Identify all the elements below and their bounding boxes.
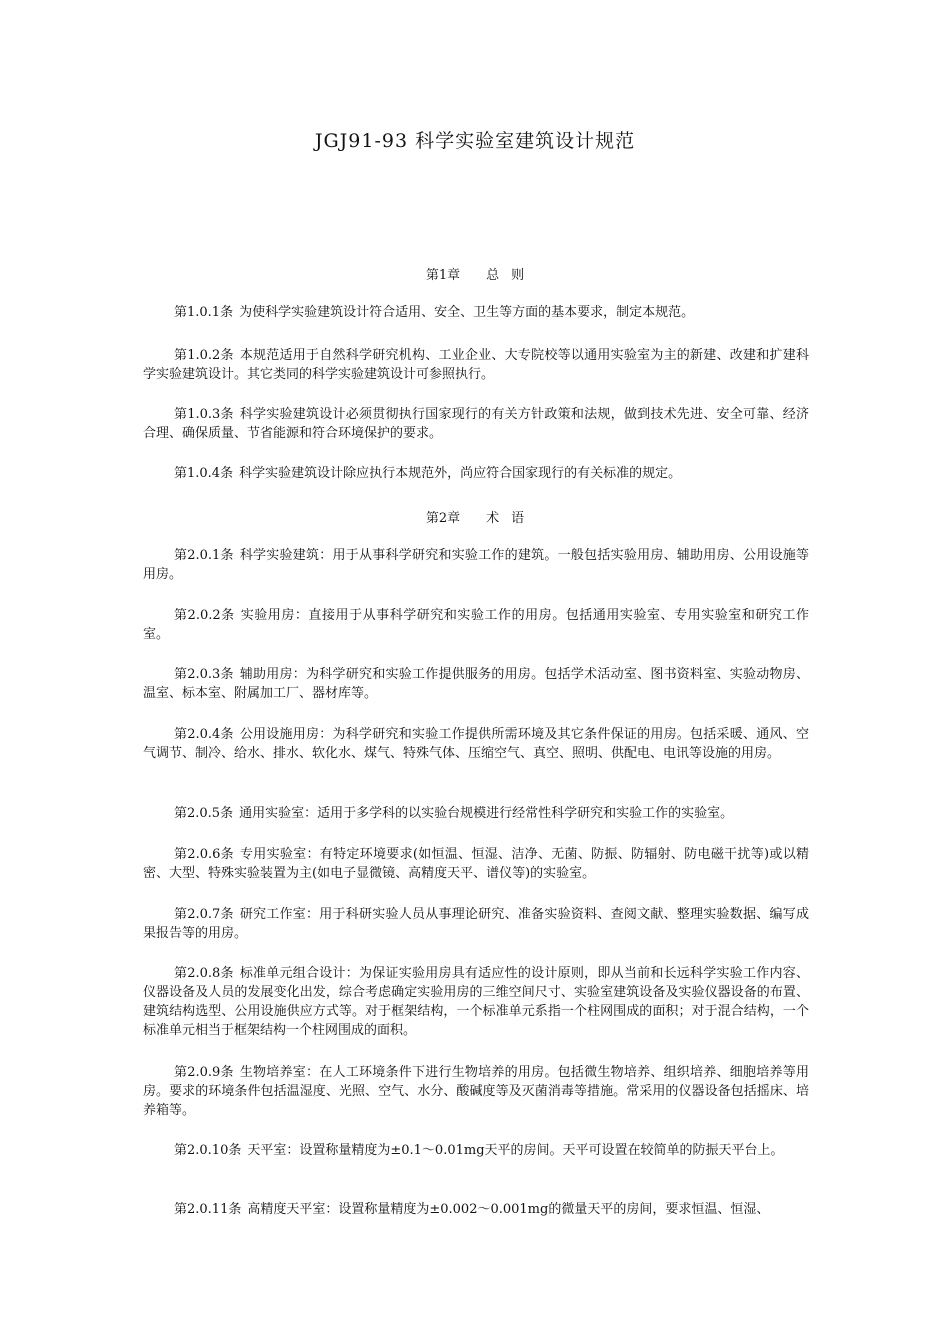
clause-text: 公用设施用房：为科学研究和实验工作提供所需环境及其它条件保证的用房。包括采暖、通风、空气调节、制冷、给水、排水、软化水、煤气、特殊气体、压缩空气、真空、照明、供配电、电讯等设施的用房。 <box>143 727 809 761</box>
clause-paragraph <box>143 546 809 584</box>
clause-number: 第1.0.2条 <box>174 348 234 363</box>
clause-paragraph <box>143 405 809 443</box>
clause-paragraph <box>143 804 809 823</box>
chapter-number: 第1章 <box>425 268 461 283</box>
clause-paragraph <box>143 1141 809 1160</box>
clause-text: 生物培养室：在人工环境条件下进行生物培养的用房。包括微生物培养、组织培养、细胞培养等用房。要求的环境条件包括温湿度、光照、空气、水分、酸碱度等及灭菌消毒等措施。常采用的仪器设备包括摇床、培养箱等。 <box>143 1065 809 1118</box>
chapter-1-heading <box>0 264 950 283</box>
chapter-title-char: 则 <box>511 268 525 283</box>
clause-paragraph <box>143 964 809 1040</box>
clause-text: 科学实验建筑设计除应执行本规范外，尚应符合国家现行的有关标准的规定。 <box>239 466 682 481</box>
clause-paragraph <box>143 303 809 322</box>
chapter-title-char: 术 <box>486 511 500 526</box>
clause-text: 标准单元组合设计：为保证实验用房具有适应性的设计原则，即从当前和长远科学实验工作内容、仪器设备及人员的发展变化出发，综合考虑确定实验用房的三维空间尺寸、实验室建筑设备及实验仪器设备的布置、建筑结构选型、公用设施供应方式等。对于框架结构，一个标准单元系指一个柱网围成的面积；对于混合结构，一个标准单元相当于框架结构一个柱网围成的面积。 <box>143 966 809 1038</box>
clause-paragraph <box>143 1200 809 1219</box>
clause-number: 第2.0.1条 <box>174 548 234 563</box>
clause-paragraph <box>143 665 809 703</box>
clause-text: 实验用房：直接用于从事科学研究和实验工作的用房。包括通用实验室、专用实验室和研究工作室。 <box>143 608 809 642</box>
page-title: JGJ91-93 科学实验室建筑设计规范 <box>314 130 636 152</box>
clause-number: 第2.0.11条 <box>174 1202 242 1217</box>
chapter-2-heading <box>0 507 950 526</box>
chapter-number: 第2章 <box>425 511 461 526</box>
clause-text: 高精度天平室：设置称量精度为±0.002～0.001mg的微量天平的房间，要求恒温、恒湿、 <box>247 1202 770 1217</box>
clause-paragraph <box>143 905 809 943</box>
clause-text: 科学实验建筑：用于从事科学研究和实验工作的建筑。一般包括实验用房、辅助用房、公用设施等用房。 <box>143 548 809 582</box>
clause-text: 天平室：设置称量精度为±0.1～0.01mg天平的房间。天平可设置在较简单的防振天平台上。 <box>247 1143 784 1158</box>
clause-text: 为使科学实验建筑设计符合适用、安全、卫生等方面的基本要求，制定本规范。 <box>239 305 695 320</box>
clause-number: 第1.0.3条 <box>174 407 234 422</box>
clause-text: 研究工作室：用于科研实验人员从事理论研究、准备实验资料、查阅文献、整理实验数据、编写成果报告等的用房。 <box>143 907 809 941</box>
clause-number: 第2.0.2条 <box>174 608 235 623</box>
clause-number: 第2.0.6条 <box>174 847 234 862</box>
clause-number: 第2.0.8条 <box>174 966 234 981</box>
clause-text: 本规范适用于自然科学研究机构、工业企业、大专院校等以通用实验室为主的新建、改建和扩建科学实验建筑设计。其它类同的科学实验建筑设计可参照执行。 <box>143 348 809 382</box>
clause-number: 第2.0.4条 <box>174 727 234 742</box>
clause-text: 科学实验建筑设计必须贯彻执行国家现行的有关方针政策和法规，做到技术先进、安全可靠、经济合理、确保质量、节省能源和符合环境保护的要求。 <box>143 407 809 441</box>
chapter-title-char: 语 <box>511 511 525 526</box>
clause-paragraph <box>143 346 809 384</box>
chapter-title-char: 总 <box>486 268 500 283</box>
clause-number: 第2.0.3条 <box>174 667 234 682</box>
clause-number: 第1.0.1条 <box>174 305 234 320</box>
clause-paragraph <box>143 725 809 763</box>
clause-paragraph <box>143 1063 809 1120</box>
clause-paragraph <box>143 845 809 883</box>
clause-paragraph <box>143 606 809 644</box>
clause-number: 第1.0.4条 <box>174 466 234 481</box>
clause-text: 专用实验室：有特定环境要求(如恒温、恒湿、洁净、无菌、防振、防辐射、防电磁干扰等)或以精密、大型、特殊实验装置为主(如电子显微镜、高精度天平、谱仪等)的实验室。 <box>143 847 809 881</box>
clause-number: 第2.0.5条 <box>174 806 234 821</box>
clause-number: 第2.0.9条 <box>174 1065 234 1080</box>
clause-paragraph <box>143 464 809 483</box>
clause-text: 通用实验室：适用于多学科的以实验台规模进行经常性科学研究和实验工作的实验室。 <box>239 806 734 821</box>
clause-number: 第2.0.10条 <box>174 1143 242 1158</box>
clause-text: 辅助用房：为科学研究和实验工作提供服务的用房。包括学术活动室、图书资料室、实验动物房、温室、标本室、附属加工厂、器材库等。 <box>143 667 809 701</box>
clause-number: 第2.0.7条 <box>174 907 234 922</box>
